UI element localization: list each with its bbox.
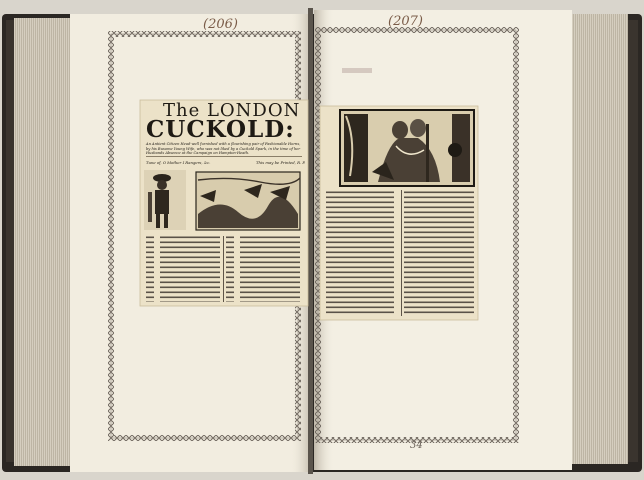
ballad-tune-note: Tune of, O Mother I Rangers, &c. [146, 160, 211, 165]
shelfmark-stamp [342, 68, 372, 73]
page-edges-right [566, 14, 628, 464]
verse-columns [146, 236, 300, 302]
woodcut-figure [144, 170, 186, 230]
ballad-title-line2: CUCKOLD: [146, 116, 295, 143]
ballad-title-line1: The LONDON [163, 100, 301, 121]
woodcut-couple [340, 110, 474, 186]
right-ballad-sheet [320, 106, 478, 320]
left-page-number: (206) [203, 17, 238, 32]
ballad-license: This may be Printed, R. P. [256, 160, 306, 165]
page-edges-left [14, 18, 78, 466]
gutter [308, 8, 313, 474]
ballad-subtitle: An Antient Citizen Head-well furnished with a flourishing pair of Fashionable Horns, by his Buxome Young Wife, who was not liked by a Cuckold Spark, in the time of her Husbands Absence at the Campaign on Hampton-Heath. [146, 142, 301, 156]
woodcut-battle-scene [196, 172, 300, 230]
right-page-number: (207) [388, 14, 423, 29]
subtitle-lines [146, 156, 302, 157]
right-footer-number: 34 [410, 440, 423, 451]
